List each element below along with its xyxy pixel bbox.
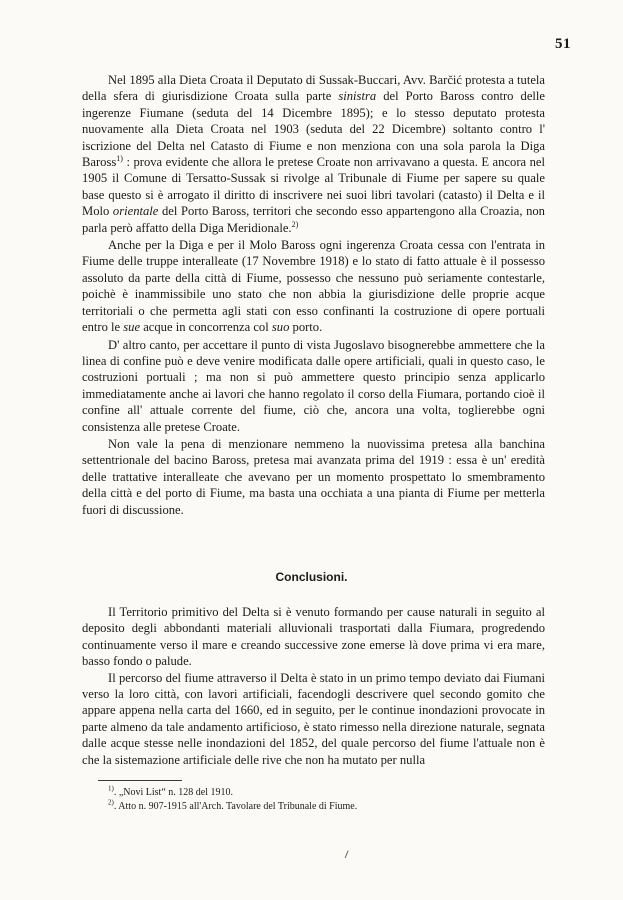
- paragraph-p6: [82, 670, 545, 768]
- footnote-divider: [98, 780, 182, 781]
- page-number: 51: [555, 36, 571, 52]
- footnote-ref: 1): [116, 153, 123, 163]
- paragraph-text: Il percorso del fiume attraverso il Delta è stato in un primo tempo deviato dai Fiumani verso la loro città, con lavori artificiali, facendogli descrivere quel secondo gomito che appare appena nella carta del 1660, ed in seguito, per le continue inondazioni provocate in parte almeno da tale andamento artificioso, è stato rimesso nella direzione naturale, segnata dalle acque stesse nelle inondazioni del 1852, del quale percorso del fiume l'attuale non è che la sistemazione artificiale delle rive che non ha mutato per nulla: [82, 670, 545, 767]
- footnote-marker: 1): [108, 784, 114, 793]
- emphasis-text: sinistra: [338, 89, 377, 104]
- paragraph-text: Non vale la pena di menzionare nemmeno la nuovissima pretesa alla banchina settentrionale del bacino Baross, pretesa mai avanzata prima del 1919 : essa è un' eredità delle trattative interalleate che avevano per un momento prospettato lo smembramento della città e del porto di Fiume, ma basta una occhiata a una pianta di Fiume per metterla fuori di discussione.: [82, 436, 545, 517]
- emphasis-text: sue: [123, 320, 141, 335]
- paragraph-text: del Porto Baross contro delle ingerenze Fiumane (seduta del 14 Dicembre 1895); e lo stesso deputato protesta nuovamente alla Dieta Croata nel 1903 (seduta del 22 Dicembre) soltanto contro l' iscrizione del Delta nel Catasto di Fiume e non menziona con una sola parola la Diga Baross: [82, 89, 545, 170]
- paragraph-text: D' altro canto, per accettare il punto di vista Jugoslavo bisognerebbe ammettere che la linea di confine può e deve venire modificata dalle opere artificiali, quali in questo caso, le costruzioni portuali ; ma non si può ammettere questo principio senza applicarlo immediatamente anche ai lavori che hanno regolato il corso della Fiumara, portando cioè il confine all' attuale corrente del fiume, ciò che, ancora una volta, toglierebbe ogni consistenza alle pretese Croate.: [82, 337, 545, 434]
- paragraph-p1: [82, 72, 545, 236]
- footnote-text: . Atto n. 907-1915 all'Arch. Tavolare del Tribunale di Fiume.: [113, 801, 358, 812]
- footnote-1: [108, 786, 528, 800]
- body-text-top: [82, 72, 545, 518]
- paragraph-p4: [82, 436, 545, 518]
- emphasis-text: orientale: [112, 204, 159, 219]
- paragraph-p5: [82, 604, 545, 670]
- footnote-ref: 2): [291, 219, 299, 229]
- section-heading: Conclusioni.: [275, 570, 348, 584]
- footnote-text: . „Novi List“ n. 128 del 1910.: [113, 787, 233, 798]
- scan-speck: [345, 850, 353, 859]
- emphasis-text: suo: [271, 320, 290, 335]
- paragraph-text: del Porto Baross, territori che secondo esso appartengono alla Croazia, non parla però affatto della Diga Meridionale.: [82, 204, 545, 235]
- footnote-2: [108, 800, 528, 814]
- paragraph-p3: [82, 337, 545, 435]
- paragraph-text: Nel 1895 alla Dieta Croata il Deputato di Sussak-Buccari, Avv. Barčić protesta a tutela della sfera di giurisdizione Croata sulla parte: [82, 73, 545, 104]
- paragraph-text: Anche per la Diga e per il Molo Baross ogni ingerenza Croata cessa con l'entrata in Fiume delle truppe interalleate (17 Novembre 1918) e lo stato di fatto attuale è il possesso assoluto da parte della città di Fiume, possesso che nessuno può seriamente contestarle, poichè è inammissibile uno stato che non abbia la giurisdizione delle proprie acque territoriali o che permetta agli stati con esso confinanti la costruzione di opere portuali entro le: [82, 238, 545, 335]
- footnote-marker: 2): [108, 798, 114, 807]
- body-text-bottom: [82, 604, 545, 768]
- paragraph-p2: [82, 237, 545, 335]
- paragraph-text: Il Territorio primitivo del Delta si è venuto formando per cause naturali in seguito al deposito degli abbondanti materiali alluvionali trasportati dalla Fiumara, progredendo continuamente verso il mare e creando successive zone emerse là dove prima vi era mare, basso fondo o palude.: [82, 605, 545, 669]
- paragraph-text: acque in concorrenza col: [140, 320, 272, 335]
- paragraph-text: porto.: [289, 320, 323, 335]
- paragraph-text: : prova evidente che allora le pretese Croate non arrivavano a questa. E ancora nel 1905 il Comune di Tersatto-Sussak si rivolge al Tribunale di Fiume per sapere su quale base questo si è arrogato il diritto di inscrivere nei suoi libri tavolari (catasto) il Delta e il Molo: [82, 155, 545, 219]
- footnotes: [108, 786, 528, 814]
